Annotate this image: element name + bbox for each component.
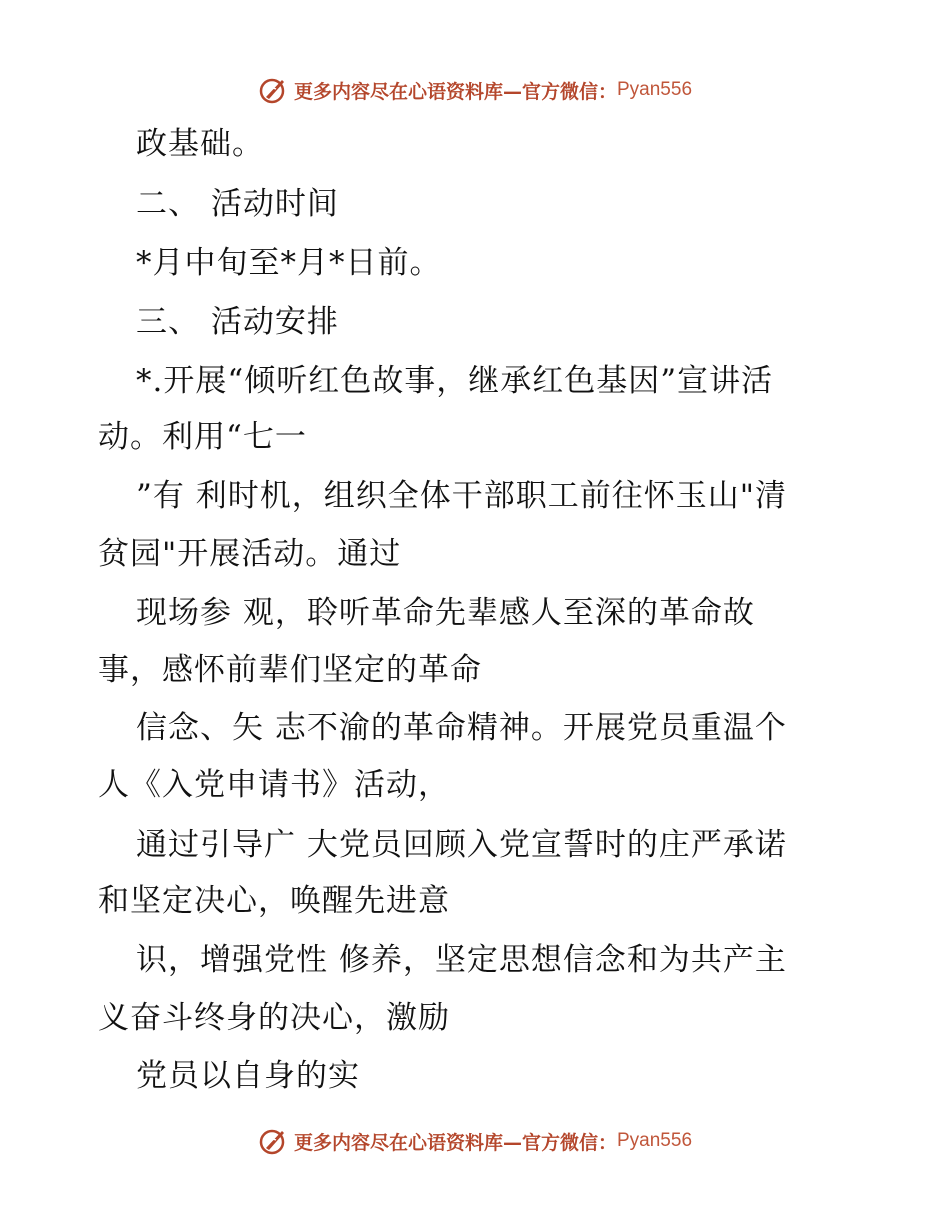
text-line: 党员以自身的实 — [136, 1058, 360, 1094]
text-line: ”有 利时机，组织全体干部职工前往怀玉山"清 — [136, 478, 787, 514]
text-line: 识，增强党性 修养，坚定思想信念和为共产主 — [136, 942, 787, 978]
text-line: 贫园"开展活动。通过 — [98, 536, 402, 572]
text-line: 通过引导广 大党员回顾入党宣誓时的庄严承诺 — [136, 827, 787, 863]
watermark-wechat-id: Pyan556 — [617, 79, 693, 100]
text-line: 和坚定决心，唤醒先进意 — [98, 883, 450, 919]
section-heading-activity-time: 二、 活动时间 — [136, 186, 339, 222]
quill-logo-icon — [258, 1126, 288, 1156]
footer-watermark — [0, 1121, 950, 1161]
watermark-text: 更多内容尽在心语资料库—官方微信： — [293, 1131, 617, 1154]
text-line: 人《入党申请书》活动， — [98, 767, 450, 803]
watermark-wechat-id: Pyan556 — [617, 1130, 693, 1151]
quill-logo-icon — [258, 75, 288, 105]
section-heading-activity-arrangement: 三、 活动安排 — [136, 304, 339, 340]
text-line: 信念、矢 志不渝的革命精神。开展党员重温个 — [136, 710, 787, 746]
text-line: 义奋斗终身的决心，激励 — [98, 1000, 450, 1036]
watermark-text: 更多内容尽在心语资料库—官方微信： — [293, 80, 617, 103]
text-line: *月中旬至*月*日前。 — [136, 245, 442, 281]
text-line: 动。利用“七一 — [98, 419, 307, 455]
text-line: 现场参 观，聆听革命先辈感人至深的革命故 — [136, 595, 755, 631]
text-line: *.开展“倾听红色故事，继承红色基因”宣讲活 — [136, 363, 774, 399]
text-line: 政基础。 — [136, 126, 264, 162]
text-line: 事，感怀前辈们坚定的革命 — [98, 652, 482, 688]
header-watermark — [0, 70, 950, 110]
